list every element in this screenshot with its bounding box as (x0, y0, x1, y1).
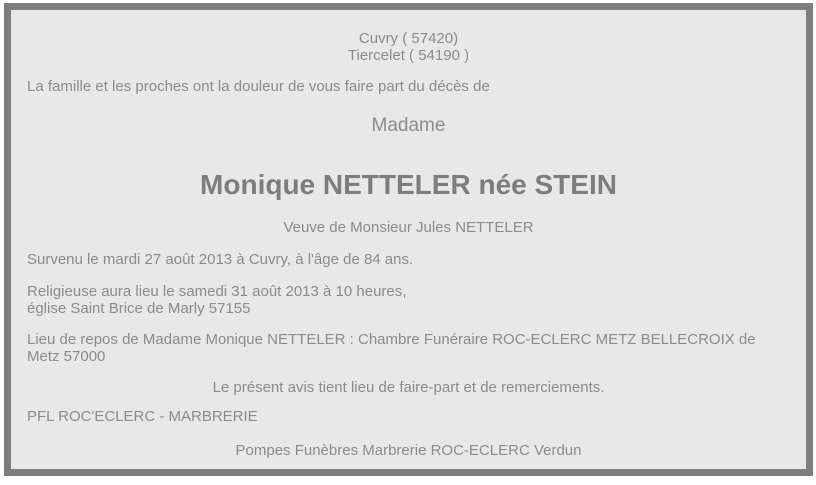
civility-title: Madame (371, 115, 446, 136)
location-line-1: Cuvry ( 57420) (358, 30, 459, 47)
funeral-services-footer: Pompes Funèbres Marbrerie ROC-ECLERC Verdun (235, 442, 582, 459)
intro-text: La famille et les proches ont la douleur de vous faire part du décès de (27, 78, 490, 95)
location-block (27, 30, 790, 64)
location-line-2: Tiercelet ( 54190 ) (347, 47, 470, 64)
ceremony-block (27, 283, 790, 317)
death-details: Survenu le mardi 27 août 2013 à Cuvry, à l'âge de 84 ans. (27, 251, 414, 268)
funeral-home-name: PFL ROC'ECLERC - MARBRERIE (27, 408, 258, 425)
repose-location: Lieu de repos de Madame Monique NETTELER : Chambre Funéraire ROC-ECLERC METZ BELLECROIX de Metz 57000 (27, 331, 756, 365)
deceased-name-heading: Monique NETTELER née STEIN (200, 169, 617, 200)
ceremony-church: église Saint Brice de Marly 57155 (27, 300, 251, 317)
legal-notice: Le présent avis tient lieu de faire-part et de remerciements. (212, 379, 605, 396)
widow-line: Veuve de Monsieur Jules NETTELER (283, 219, 534, 236)
death-notice-card (4, 3, 813, 476)
ceremony-details: Religieuse aura lieu le samedi 31 août 2013 à 10 heures, (27, 283, 407, 300)
